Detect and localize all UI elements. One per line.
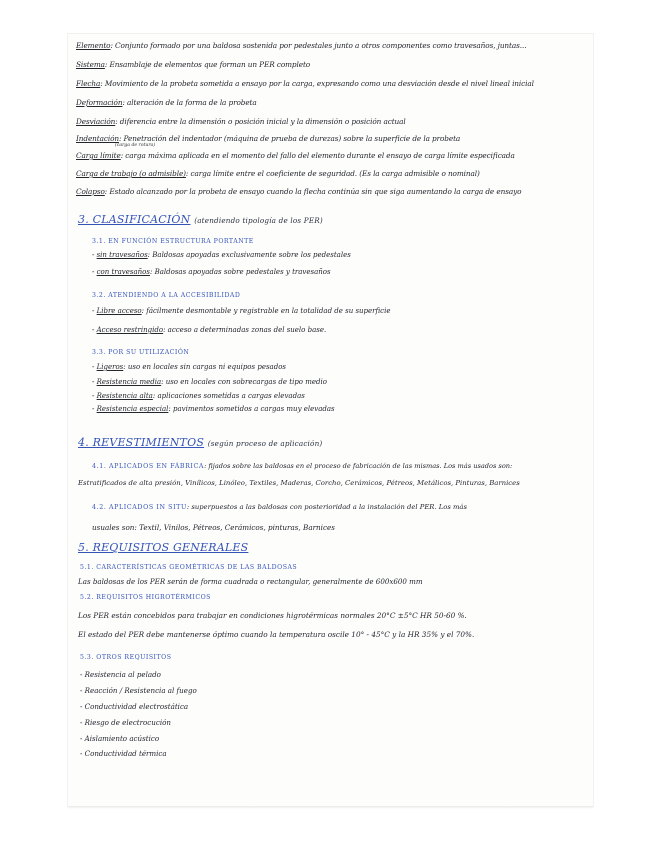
item-text: : aplicaciones sometidas a cargas elevadas [152, 392, 305, 400]
annotation-carga-rotura: (carga de rotura) [115, 143, 156, 148]
definition-term: Flecha [76, 79, 101, 88]
definition-indentacion [76, 134, 460, 143]
definition-text: : carga máxima aplicada en el momento del fallo del elemento durante el ensayo de carga límite especificada [120, 151, 515, 160]
list-item: - sin travesaños: Baldosas apoyadas exclusivamente sobre los pedestales [92, 251, 351, 259]
definition-text: : alteración de la forma de la probeta [122, 98, 257, 107]
definition-text: : Conjunto formado por una baldosa sostenida por pedestales junto a otros componentes como travesaños, juntas... [110, 41, 527, 50]
section-requisitos-heading [78, 541, 248, 554]
definition-text: : Movimiento de la probeta sometida a ensayo por la carga, expresando como una desviación desde el nivel lineal inicial [100, 79, 534, 88]
definition-text: : diferencia entre la dimensión o posición inicial y la dimensión o posición actual [115, 117, 406, 126]
section-title: 4. REVESTIMIENTOS [78, 436, 205, 449]
list-item: - Reacción / Resistencia al fuego [80, 686, 197, 695]
item-term: Resistencia media [96, 378, 162, 386]
definition-text: : carga límite entre el coeficiente de seguridad. (Es la carga admisible o nominal) [185, 169, 480, 178]
definition-sistema [76, 60, 310, 69]
definition-term: Carga de trabajo (o admisible) [76, 169, 186, 178]
definition-text: : Penetración del indentador (máquina de prueba de durezas) sobre la superficie de la probeta [118, 134, 461, 143]
list-item: - Resistencia al pelado [80, 670, 161, 679]
definition-carga-trabajo [76, 169, 480, 178]
item-text: : pavimentos sometidos a cargas muy elevadas [168, 405, 335, 413]
subsection-3-2-heading: 3.2. ATENDIENDO A LA ACCESIBILIDAD [92, 292, 241, 299]
item-text: : acceso a determinadas zonas del suelo base. [163, 326, 327, 334]
definition-flecha [76, 79, 534, 88]
item-text: : uso en locales con sobrecargas de tipo medio [161, 378, 327, 386]
definition-term: Desviación [76, 117, 116, 126]
subsection-4-1-line2: Estratificados de alta presión, Vinílicos, Linóleo, Textiles, Maderas, Corcho, Cerámicos, Pétreos, Metálicos, Pinturas, Barnices [78, 479, 520, 487]
definition-text: : Ensamblaje de elementos que forman un PER completo [104, 60, 311, 69]
definition-term: Elemento [76, 41, 111, 50]
page-edge [68, 806, 593, 809]
item-text: : Baldosas apoyadas sobre pedestales y travesaños [149, 268, 331, 276]
definition-term: Carga límite [76, 151, 121, 160]
subsection-5-1-text: Las baldosas de los PER serán de forma cuadrada o rectangular, generalmente de 600x600 mm [78, 577, 423, 586]
subsection-3-3-heading: 3.3. POR SU UTILIZACIÓN [92, 349, 190, 356]
item-term: Acceso restringido [96, 326, 164, 334]
list-item: - Riesgo de electrocución [80, 718, 171, 727]
definition-carga-limite [76, 151, 515, 160]
item-term: con travesaños [96, 268, 150, 276]
definition-term: Indentación [76, 134, 119, 143]
subsection-5-3-heading: 5.3. OTROS REQUISITOS [80, 654, 172, 661]
subsection-4-1-line1 [92, 462, 512, 470]
definition-elemento [76, 41, 526, 50]
subsection-3-1-heading: 3.1. EN FUNCIÓN ESTRUCTURA PORTANTE [92, 238, 254, 245]
definition-text: : Estado alcanzado por la probeta de ensayo cuando la flecha continúa sin que siga aumentando la carga de ensayo [104, 187, 522, 196]
definition-desviacion [76, 117, 406, 126]
subsection-text: : superpuestos a las baldosas con posterioridad a la instalación del PER. Los más [186, 503, 467, 511]
list-item: - Acceso restringido: acceso a determinadas zonas del suelo base. [92, 326, 327, 334]
subsection-heading: 4.2. APLICADOS IN SITU [92, 504, 187, 511]
item-term: Ligeros [96, 363, 124, 371]
definition-colapso [76, 187, 521, 196]
definition-term: Colapso [76, 187, 105, 196]
subsection-5-1-heading: 5.1. CARACTERÍSTICAS GEOMÉTRICAS DE LAS BALDOSAS [80, 564, 298, 571]
list-item: - con travesaños: Baldosas apoyadas sobre pedestales y travesaños [92, 268, 331, 276]
subsection-5-2-line1: Los PER están concebidos para trabajar en condiciones higrotérmicas normales 20°C ±5°C HR 50-60 %. [78, 611, 467, 620]
subsection-text: : fijados sobre las baldosas en el proceso de fabricación de las mismas. Los más usados son: [204, 462, 513, 470]
section-subtitle: (según proceso de aplicación) [207, 439, 323, 448]
subsection-5-2-line2: El estado del PER debe mantenerse óptimo cuando la temperatura oscile 10° - 45°C y la HR 35% y el 70%. [78, 630, 475, 639]
section-clasificacion-heading [78, 213, 323, 226]
subsection-4-2-line2: usuales son: Textil, Vinilos, Pétreos, Cerámicos, pinturas, Barnices [92, 523, 335, 532]
item-term: Libre acceso [96, 307, 142, 315]
definition-term: Sistema [76, 60, 105, 69]
list-item: - Resistencia especial: pavimentos sometidos a cargas muy elevadas [92, 405, 335, 413]
item-term: Resistencia alta [96, 392, 153, 400]
section-title: 5. REQUISITOS GENERALES [78, 541, 249, 554]
item-text: : uso en locales sin cargas ni equipos pesados [123, 363, 287, 371]
item-text: : Baldosas apoyadas exclusivamente sobre los pedestales [147, 251, 351, 259]
item-term: Resistencia especial [96, 405, 169, 413]
section-subtitle: (atendiendo tipología de los PER) [194, 216, 323, 225]
subsection-5-2-heading: 5.2. REQUISITOS HIGROTÉRMICOS [80, 594, 211, 601]
list-item: - Conductividad térmica [80, 749, 167, 758]
list-item: - Libre acceso: fácilmente desmontable y registrable en la totalidad de su superficie [92, 307, 391, 315]
list-item: - Aislamiento acústico [80, 734, 160, 743]
item-text: : fácilmente desmontable y registrable en la totalidad de su superficie [141, 307, 391, 315]
list-item: - Ligeros: uso en locales sin cargas ni equipos pesados [92, 363, 287, 371]
subsection-heading: 4.1. APLICADOS EN FÁBRICA [92, 463, 205, 470]
list-item: - Resistencia alta: aplicaciones sometidas a cargas elevadas [92, 392, 305, 400]
subsection-4-2-line1 [92, 503, 467, 511]
section-title: 3. CLASIFICACIÓN [78, 213, 191, 226]
list-item: - Resistencia media: uso en locales con sobrecargas de tipo medio [92, 378, 327, 386]
list-item: - Conductividad electrostática [80, 702, 189, 711]
definition-deformacion [76, 98, 257, 107]
item-term: sin travesaños [96, 251, 148, 259]
definition-term: Deformación [76, 98, 123, 107]
section-revestimientos-heading [78, 436, 322, 449]
